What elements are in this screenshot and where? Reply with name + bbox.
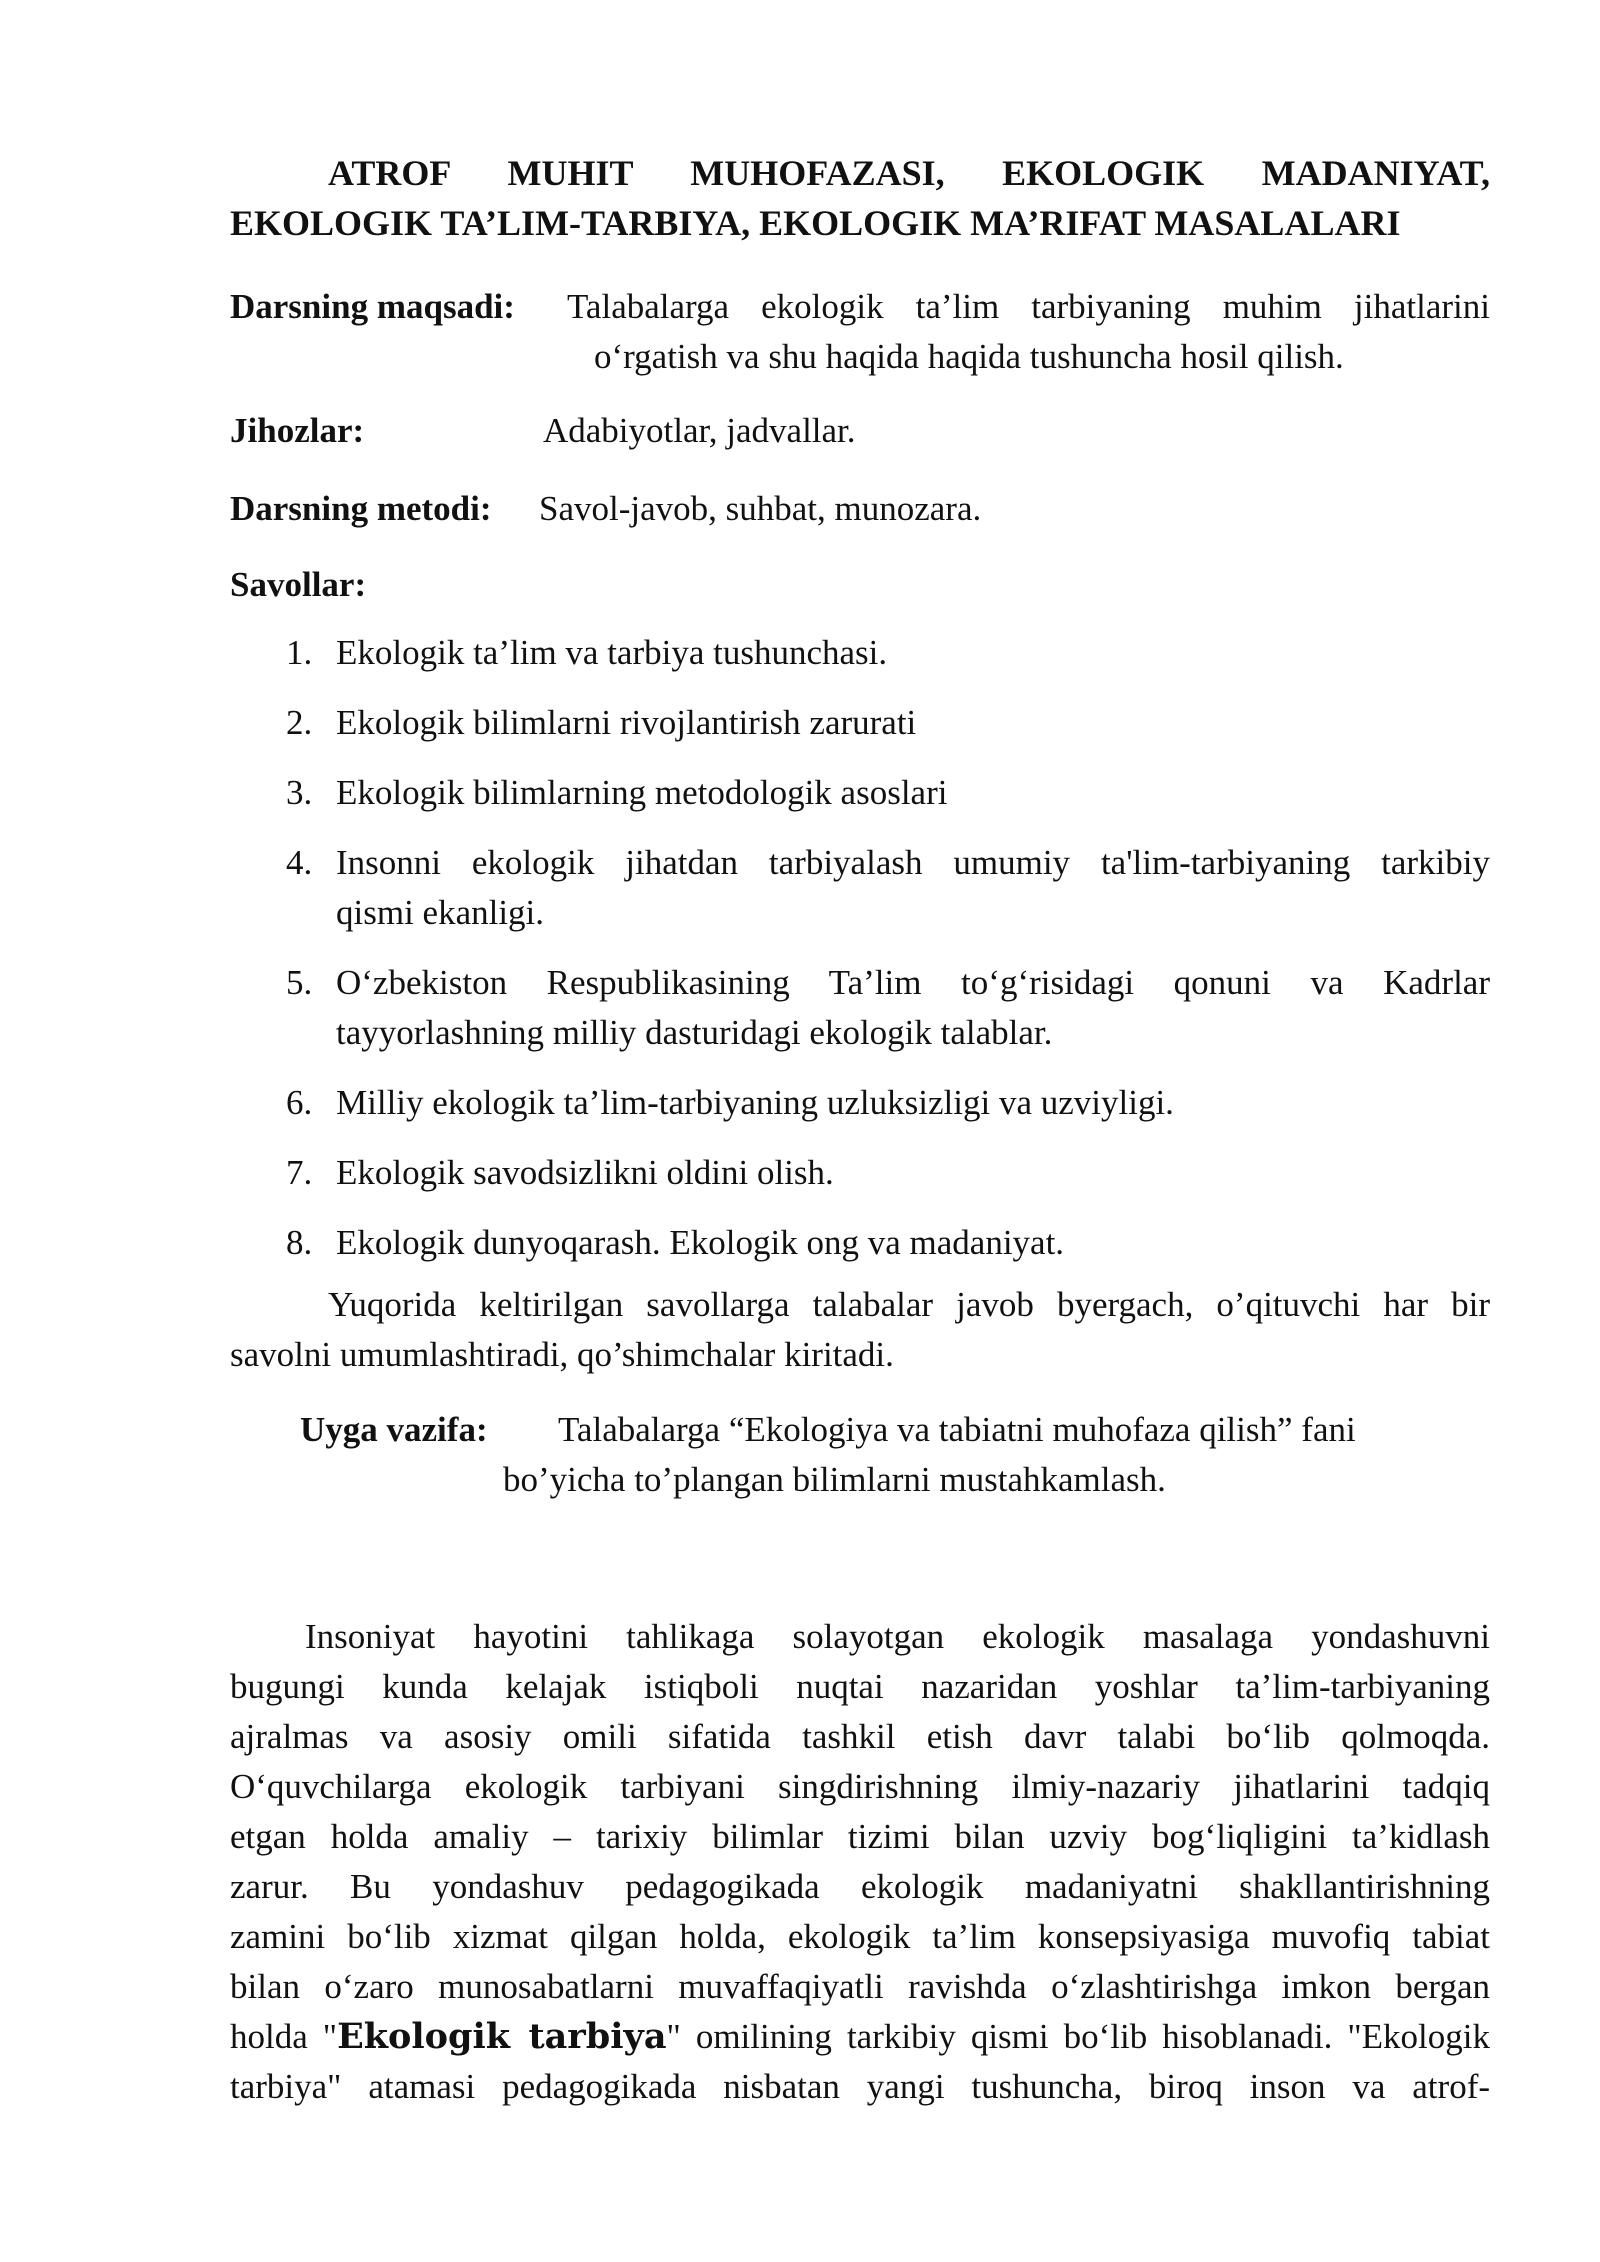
list-item <box>230 1218 1490 1268</box>
equipment-value: Adabiyotlar, jadvallar. <box>543 411 856 450</box>
list-item-text: Ekologik ta’lim va tarbiya tushunchasi. <box>336 633 888 672</box>
equipment-label: Jihozlar: <box>230 411 365 450</box>
title-line-2: EKOLOGIK TA’LIM-TARBIYA, EKOLOGIK MA’RIFAT MASALALARI <box>230 203 1401 243</box>
lesson-goal-line-1: Talabalarga ekologik ta’lim tarbiyaning muhim jihatlarini <box>567 287 1490 326</box>
body-line: zarur. Bu yondashuv pedagogikada ekologik madaniyatni shakllantirishning <box>230 1867 1490 1906</box>
body-line: ajralmas va asosiy omili sifatida tashkil etish davr talabi bo‘lib qolmoqda. <box>230 1717 1490 1756</box>
homework-line-2: bo’yicha to’plangan bilimlarni mustahkamlash. <box>503 1460 1166 1499</box>
list-item-number: 6. <box>286 1083 313 1122</box>
title-line-1: ATROF MUHIT MUHOFAZASI, EKOLOGIK MADANIYAT, <box>328 153 1490 193</box>
body-line: etgan holda amaliy – tarixiy bilimlar tizimi bilan uzviy bog‘liqligini ta’kidlash <box>230 1817 1490 1856</box>
list-item-text-line-2: qismi ekanligi. <box>336 893 545 932</box>
list-item-text: Ekologik bilimlarning metodologik asoslari <box>336 773 948 812</box>
list-item-text: Ekologik savodsizlikni oldini olish. <box>336 1153 834 1192</box>
lesson-method <box>230 484 1490 534</box>
body-line <box>230 2012 1490 2062</box>
bold-term: Ekologik tarbiya <box>337 2016 667 2057</box>
equipment <box>230 406 1490 456</box>
lesson-goal-value <box>567 282 1490 382</box>
list-item-number: 7. <box>286 1153 313 1192</box>
list-item <box>230 1078 1490 1128</box>
document-title <box>230 148 1490 248</box>
list-item-number: 1. <box>286 633 313 672</box>
list-item-text-line-1: Insonni ekologik jihatdan tarbiyalash umumiy ta'lim-tarbiyaning tarkibiy <box>336 843 1490 882</box>
list-item-number: 3. <box>286 773 313 812</box>
homework-line-1: Talabalarga “Ekologiya va tabiatni muhofaza qilish” fani <box>558 1410 1356 1449</box>
list-item <box>230 698 1490 748</box>
list-item-text-line-2: tayyorlashning milliy dasturidagi ekologik talablar. <box>336 1013 1053 1052</box>
lesson-method-label: Darsning metodi: <box>230 489 492 528</box>
summary-line-2: savolni umumlashtiradi, qo’shimchalar kiritadi. <box>230 1335 894 1374</box>
lesson-method-value: Savol-javob, suhbat, munozara. <box>539 489 982 528</box>
questions-list <box>230 628 1490 1288</box>
list-item-text: Ekologik dunyoqarash. Ekologik ong va madaniyat. <box>336 1223 1065 1262</box>
list-item-text: Ekologik bilimlarni rivojlantirish zarurati <box>336 703 917 742</box>
body-line: bilan o‘zaro munosabatlarni muvaffaqiyatli ravishda o‘zlashtirishga imkon bergan <box>230 1967 1490 2006</box>
list-item-number: 2. <box>286 703 313 742</box>
questions-heading <box>230 560 1490 610</box>
body-line: Insoniyat hayotini tahlikaga solayotgan ekologik masalaga yondashuvni <box>305 1617 1490 1656</box>
list-item <box>230 958 1490 1058</box>
list-item-text: Milliy ekologik ta’lim-tarbiyaning uzluksizligi va uzviyligi. <box>336 1083 1174 1122</box>
list-item <box>230 1148 1490 1198</box>
summary-line-1: Yuqorida keltirilgan savollarga talabalar javob byergach, o’qituvchi har bir <box>328 1285 1490 1324</box>
list-item <box>230 628 1490 678</box>
list-item-number: 4. <box>286 843 313 882</box>
questions-label: Savollar: <box>230 565 367 604</box>
body-line: zamini bo‘lib xizmat qilgan holda, ekologik ta’lim konsepsiyasiga muvofiq tabiat <box>230 1917 1490 1956</box>
list-item-number: 5. <box>286 963 313 1002</box>
list-item-number: 8. <box>286 1223 313 1262</box>
list-item <box>230 768 1490 818</box>
body-line: bugungi kunda kelajak istiqboli nuqtai nazaridan yoshlar ta’lim-tarbiyaning <box>230 1667 1490 1706</box>
body-text: " omilining tarkibiy qismi bo‘lib hisoblanadi. "Ekologik <box>666 2017 1490 2056</box>
list-item-text-line-1: O‘zbekiston Respublikasining Ta’lim to‘g‘risidagi qonuni va Kadrlar <box>336 963 1490 1002</box>
list-item <box>230 838 1490 938</box>
lesson-goal-line-2: o‘rgatish va shu haqida haqida tushuncha hosil qilish. <box>594 337 1344 376</box>
lesson-goal <box>230 282 1490 382</box>
body-paragraph <box>230 1612 1490 2112</box>
body-line: tarbiya" atamasi pedagogikada nisbatan yangi tushuncha, biroq inson va atrof- <box>230 2067 1490 2106</box>
lesson-goal-label: Darsning maqsadi: <box>230 287 515 326</box>
homework-label: Uyga vazifa: <box>300 1410 488 1449</box>
summary-paragraph <box>230 1280 1490 1380</box>
body-line: O‘quvchilarga ekologik tarbiyani singdirishning ilmiy-nazariy jihatlarini tadqiq <box>230 1767 1490 1806</box>
body-text: holda " <box>230 2017 338 2056</box>
